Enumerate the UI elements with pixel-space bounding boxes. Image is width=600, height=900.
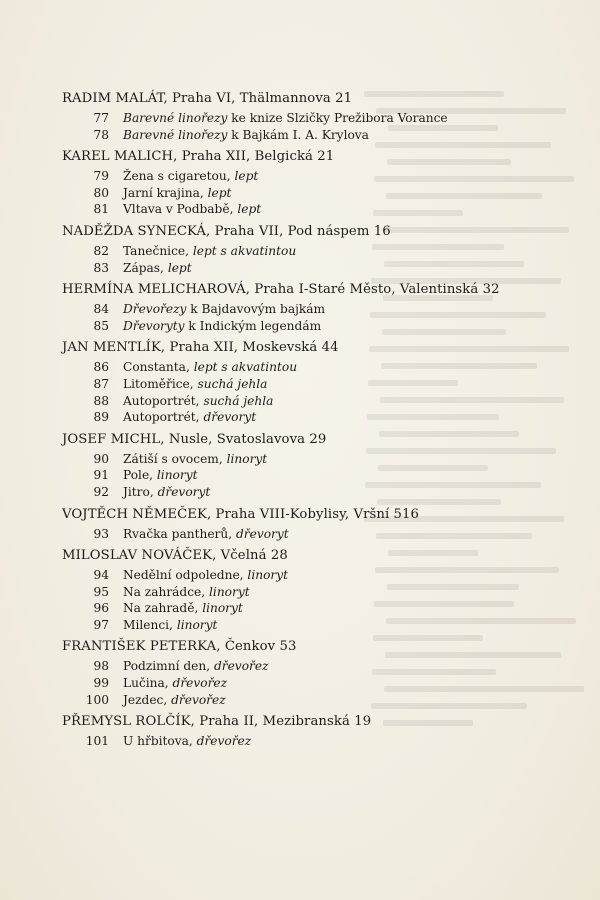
work-item (62, 451, 562, 468)
works-list (62, 526, 562, 543)
work-number: 87 (93, 376, 109, 391)
artist-entry (62, 339, 562, 425)
work-number: 86 (93, 360, 109, 375)
artist-entry (62, 90, 562, 143)
work-text (123, 243, 296, 260)
work-item (62, 409, 562, 426)
work-text (123, 733, 251, 750)
work-number: 91 (93, 468, 109, 483)
work-text (123, 409, 256, 426)
work-description: k Indickým legendám (184, 318, 322, 333)
work-technique: linoryt (226, 451, 268, 466)
work-item (62, 600, 562, 617)
work-text (123, 692, 226, 709)
work-number: 92 (93, 484, 109, 499)
artist-header: NADĚŽDA SYNECKÁ, Praha VII, Pod náspem 16 (62, 223, 391, 239)
work-title: Lučina, (123, 676, 173, 691)
work-title: Vltava v Podbabě, (123, 202, 238, 217)
work-description: k Bajkám I. A. Krylova (227, 127, 369, 142)
work-number: 82 (93, 243, 109, 258)
work-item (62, 733, 562, 750)
work-title: Podzimní den, (123, 659, 214, 674)
artist-header: FRANTIŠEK PETERKA, Čenkov 53 (62, 639, 297, 655)
artist-entry (62, 223, 562, 276)
work-text (123, 376, 267, 393)
work-item (62, 567, 562, 584)
work-text (123, 567, 288, 584)
work-technique: suchá jehla (203, 393, 274, 408)
work-title: Zápas, (123, 260, 168, 275)
work-technique: Barevné linořezy (123, 127, 228, 142)
work-title: U hřbitova, (123, 734, 197, 749)
work-item (62, 376, 562, 393)
work-text (123, 675, 227, 692)
work-technique: suchá jehla (197, 376, 268, 391)
work-technique: lept (234, 169, 259, 184)
artist-entry (62, 638, 562, 708)
work-technique: Dřevořezy (123, 302, 187, 317)
work-title: Rvačka pantherů, (123, 526, 236, 541)
work-number: 99 (93, 676, 109, 691)
work-technique: dřevoryt (157, 484, 211, 499)
work-description: k Bajdavovým bajkám (186, 302, 326, 317)
work-technique: lept s akvatintou (192, 243, 297, 258)
work-text (123, 467, 198, 484)
work-text (123, 127, 369, 144)
work-title: Litoměřice, (123, 376, 198, 391)
work-item (62, 201, 562, 218)
works-list (62, 301, 562, 334)
work-item (62, 318, 562, 335)
work-number: 88 (93, 393, 109, 408)
work-item (62, 359, 562, 376)
works-list (62, 567, 562, 633)
work-technique: linoryt (209, 584, 250, 599)
works-list (62, 658, 562, 708)
work-technique: dřevoryt (235, 526, 289, 541)
work-technique: Dřevoryty (123, 318, 185, 333)
work-title: Zátiší s ovocem, (123, 451, 227, 466)
work-number: 89 (93, 410, 109, 425)
work-item (62, 617, 562, 634)
work-text (123, 526, 289, 543)
work-technique: linoryt (247, 568, 289, 583)
artist-header: JAN MENTLÍK, Praha XII, Moskevská 44 (62, 340, 339, 356)
work-item (62, 243, 562, 260)
artist-entry (62, 547, 562, 633)
work-number: 95 (93, 584, 109, 599)
work-technique: dřevořez (172, 676, 228, 691)
work-title: Tanečnice, (123, 243, 193, 258)
work-technique: lept s akvatintou (193, 360, 298, 375)
work-item (62, 185, 562, 202)
work-text (123, 301, 325, 318)
artist-entry (62, 148, 562, 218)
work-item (62, 584, 562, 601)
work-technique: dřevořez (196, 734, 252, 749)
work-title: Autoportrét, (123, 393, 204, 408)
work-technique: dřevoryt (203, 410, 257, 425)
work-technique: linoryt (176, 617, 218, 632)
work-title: Jarní krajina, (123, 185, 208, 200)
work-text (123, 484, 210, 501)
work-title: Constanta, (123, 360, 194, 375)
work-technique: lept (207, 185, 232, 200)
works-list (62, 733, 562, 750)
work-title: Žena s cigaretou, (123, 169, 235, 184)
work-number: 100 (85, 692, 109, 707)
works-list (62, 359, 562, 425)
work-text (123, 600, 243, 617)
work-title: Jezdec, (123, 692, 172, 707)
artist-entry (62, 431, 562, 501)
work-item (62, 675, 562, 692)
work-text (123, 584, 250, 601)
work-title: Autoportrét, (123, 410, 204, 425)
work-item (62, 127, 562, 144)
work-description: ke knize Slzičky Prežibora Vorance (227, 111, 448, 125)
work-text (123, 201, 261, 218)
work-text (123, 318, 321, 335)
work-number: 79 (93, 169, 109, 184)
artist-header: MILOSLAV NOVÁČEK, Včelná 28 (62, 548, 288, 564)
work-technique: lept (237, 202, 262, 217)
work-text (123, 393, 273, 410)
work-number: 78 (93, 127, 109, 142)
work-number: 84 (93, 302, 109, 317)
work-number: 83 (93, 260, 109, 275)
work-text (123, 168, 258, 185)
work-number: 98 (93, 659, 109, 674)
work-number: 93 (93, 526, 109, 541)
work-text (123, 260, 192, 277)
artist-entry (62, 506, 562, 543)
work-title: Pole, (123, 468, 157, 483)
work-technique: Barevné linořezy (123, 111, 228, 125)
work-text (123, 658, 269, 675)
work-title: Jitro, (123, 484, 158, 499)
work-item (62, 467, 562, 484)
work-title: Na zahradě, (123, 601, 203, 616)
work-technique: linoryt (156, 468, 198, 483)
works-list (62, 168, 562, 218)
artist-entry (62, 713, 562, 750)
work-number: 77 (93, 111, 109, 125)
artist-header: KAREL MALICH, Praha XII, Belgická 21 (62, 149, 335, 165)
work-item (62, 484, 562, 501)
work-technique: linoryt (202, 601, 243, 616)
works-list (62, 451, 562, 501)
work-number: 90 (93, 451, 109, 466)
artist-entry (62, 281, 562, 334)
works-list (62, 243, 562, 276)
work-number: 96 (93, 601, 109, 616)
work-item (62, 260, 562, 277)
work-item (62, 301, 562, 318)
work-title: Nedělní odpoledne, (123, 568, 248, 583)
artist-header: JOSEF MICHL, Nusle, Svatoslavova 29 (62, 431, 327, 447)
work-item (62, 692, 562, 709)
work-technique: dřevořez (171, 692, 226, 707)
work-number: 85 (93, 318, 109, 333)
work-title: Milenci, (123, 617, 177, 632)
work-item (62, 658, 562, 675)
work-number: 81 (93, 202, 109, 217)
work-item (62, 393, 562, 410)
work-number: 101 (85, 734, 109, 749)
artist-header: HERMÍNA MELICHAROVÁ, Praha I-Staré Město, Valentinská 32 (62, 282, 500, 298)
works-list (62, 110, 562, 143)
work-number: 94 (93, 568, 109, 583)
artist-header: PŘEMYSL ROLČÍK, Praha II, Mezibranská 19 (62, 714, 372, 730)
work-number: 97 (93, 617, 109, 632)
artist-list (62, 90, 562, 755)
work-number: 80 (93, 185, 109, 200)
work-title: Na zahrádce, (123, 584, 210, 599)
work-item (62, 526, 562, 543)
work-item (62, 110, 562, 127)
work-text (123, 451, 267, 468)
work-item (62, 168, 562, 185)
artist-header: VOJTĚCH NĚMEČEK, Praha VIII-Kobylisy, Vršní 516 (62, 506, 420, 522)
work-technique: dřevořez (213, 659, 269, 674)
work-text (123, 185, 231, 202)
work-text (123, 110, 448, 127)
work-technique: lept (167, 260, 192, 275)
work-text (123, 617, 217, 634)
artist-header: RADIM MALÁT, Praha VI, Thälmannova 21 (62, 91, 353, 106)
work-text (123, 359, 297, 376)
